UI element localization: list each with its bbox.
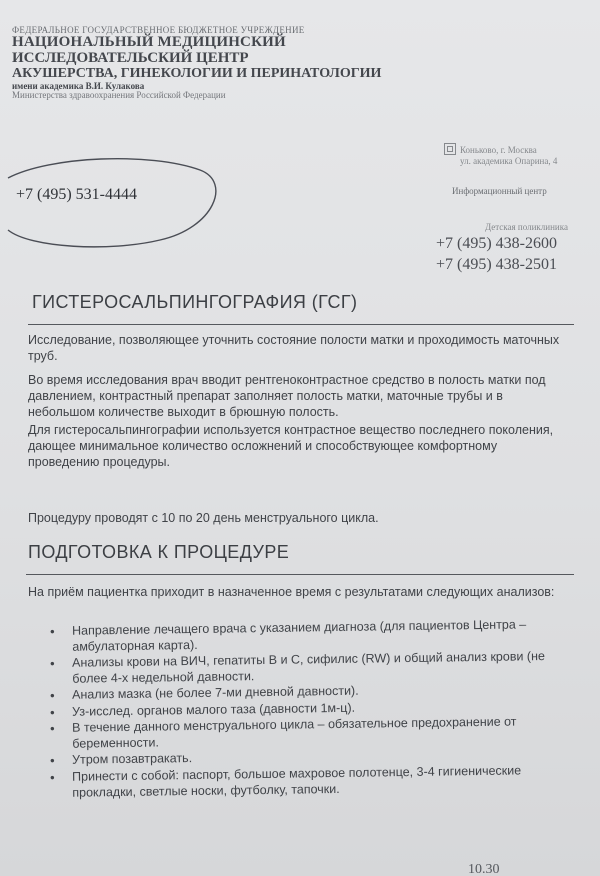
list-item-text: Уз-исслед. органов малого таза (давности 1м-ц). xyxy=(71,700,356,719)
institution-header xyxy=(12,26,412,101)
info-center-label: Информационный центр xyxy=(452,186,547,196)
header-line-3: ИССЛЕДОВАТЕЛЬСКИЙ ЦЕНТР xyxy=(12,50,249,67)
handwritten-phone: +7 (495) 531-4444 xyxy=(16,186,138,203)
section-title-hsg: ГИСТЕРОСАЛЬПИНГОГРАФИЯ (ГСГ) xyxy=(32,292,358,312)
address-line-2: ул. академика Опарина, 4 xyxy=(460,156,558,167)
header-line-1: ФЕДЕРАЛЬНОЕ ГОСУДАРСТВЕННОЕ БЮДЖЕТНОЕ УЧРЕЖДЕНИЕ xyxy=(12,25,305,35)
preparation-intro: На приём пациентка приходит в назначенное время с результатами следующих анализов: xyxy=(28,585,555,599)
header-line-6: Министерства здравоохранения Российской Федерации xyxy=(12,90,226,101)
list-item-text: Анализ мазка (не более 7-ми дневной давности). xyxy=(71,683,359,702)
list-item-text: Утром позавтракать. xyxy=(71,751,193,767)
address-line-1: Коньково, г. Москва xyxy=(460,145,537,155)
list-item-text: Направление лечащего врача с указанием диагноза (для пациентов Центра – амбулаторная карта). xyxy=(71,617,527,654)
hsg-timing-text: Процедуру проводят с 10 по 20 день менструального цикла. xyxy=(28,511,379,525)
list-item xyxy=(50,762,580,800)
address-block xyxy=(444,143,594,168)
location-logo-icon xyxy=(444,143,456,155)
phone-right-2: +7 (495) 438-2501 xyxy=(436,256,558,273)
bullet-icon: • xyxy=(50,752,55,768)
hsg-procedure-text: Во время исследования врач вводит рентгеноконтрастное средство в полость матки под давлением, контрастный препарат заполняет полость матки, маточные трубы и в небольшом количестве выходит в брюшную полость. xyxy=(28,373,546,419)
phone-right-1: +7 (495) 438-2600 xyxy=(436,235,558,252)
bullet-icon: • xyxy=(50,769,55,785)
list-item-text: В течение данного менструального цикла – обязательное предохранение от беременности. xyxy=(71,714,517,751)
preparation-list xyxy=(50,617,580,802)
list-item-text: Принести с собой: паспорт, большое махровое полотенце, 3-4 гигиенические прокладки, светлые носки, футболку, тапочки. xyxy=(71,762,522,799)
child-clinic-label: Детская поликлиника xyxy=(485,222,568,232)
header-line-5: имени академика В.И. Кулакова xyxy=(12,80,145,91)
bullet-icon: • xyxy=(50,704,55,720)
header-line-2: НАЦИОНАЛЬНЫЙ МЕДИЦИНСКИЙ xyxy=(12,34,286,51)
section-divider-2 xyxy=(26,574,574,575)
hsg-description: Исследование, позволяющее уточнить состояние полости матки и проходимость маточных труб. xyxy=(28,333,560,363)
list-item-text: Анализы крови на ВИЧ, гепатиты В и С, сифилис (RW) и общий анализ крови (не более 4-х недельной давности. xyxy=(71,649,545,686)
handwritten-number: 10.30 xyxy=(468,862,500,876)
bullet-icon: • xyxy=(50,687,55,703)
bullet-icon: • xyxy=(50,655,55,671)
header-line-4: АКУШЕРСТВА, ГИНЕКОЛОГИИ И ПЕРИНАТОЛОГИИ xyxy=(12,65,382,81)
hsg-contrast-text: Для гистеросальпингографии используется контрастное вещество последнего поколения, дающее минимальное количество осложнений и способствующее комфортному проведению процедуры. xyxy=(28,423,554,469)
section-divider-1 xyxy=(28,324,574,325)
bullet-icon: • xyxy=(50,720,55,736)
section-title-preparation: ПОДГОТОВКА К ПРОЦЕДУРЕ xyxy=(28,542,290,562)
bullet-icon: • xyxy=(50,623,55,639)
